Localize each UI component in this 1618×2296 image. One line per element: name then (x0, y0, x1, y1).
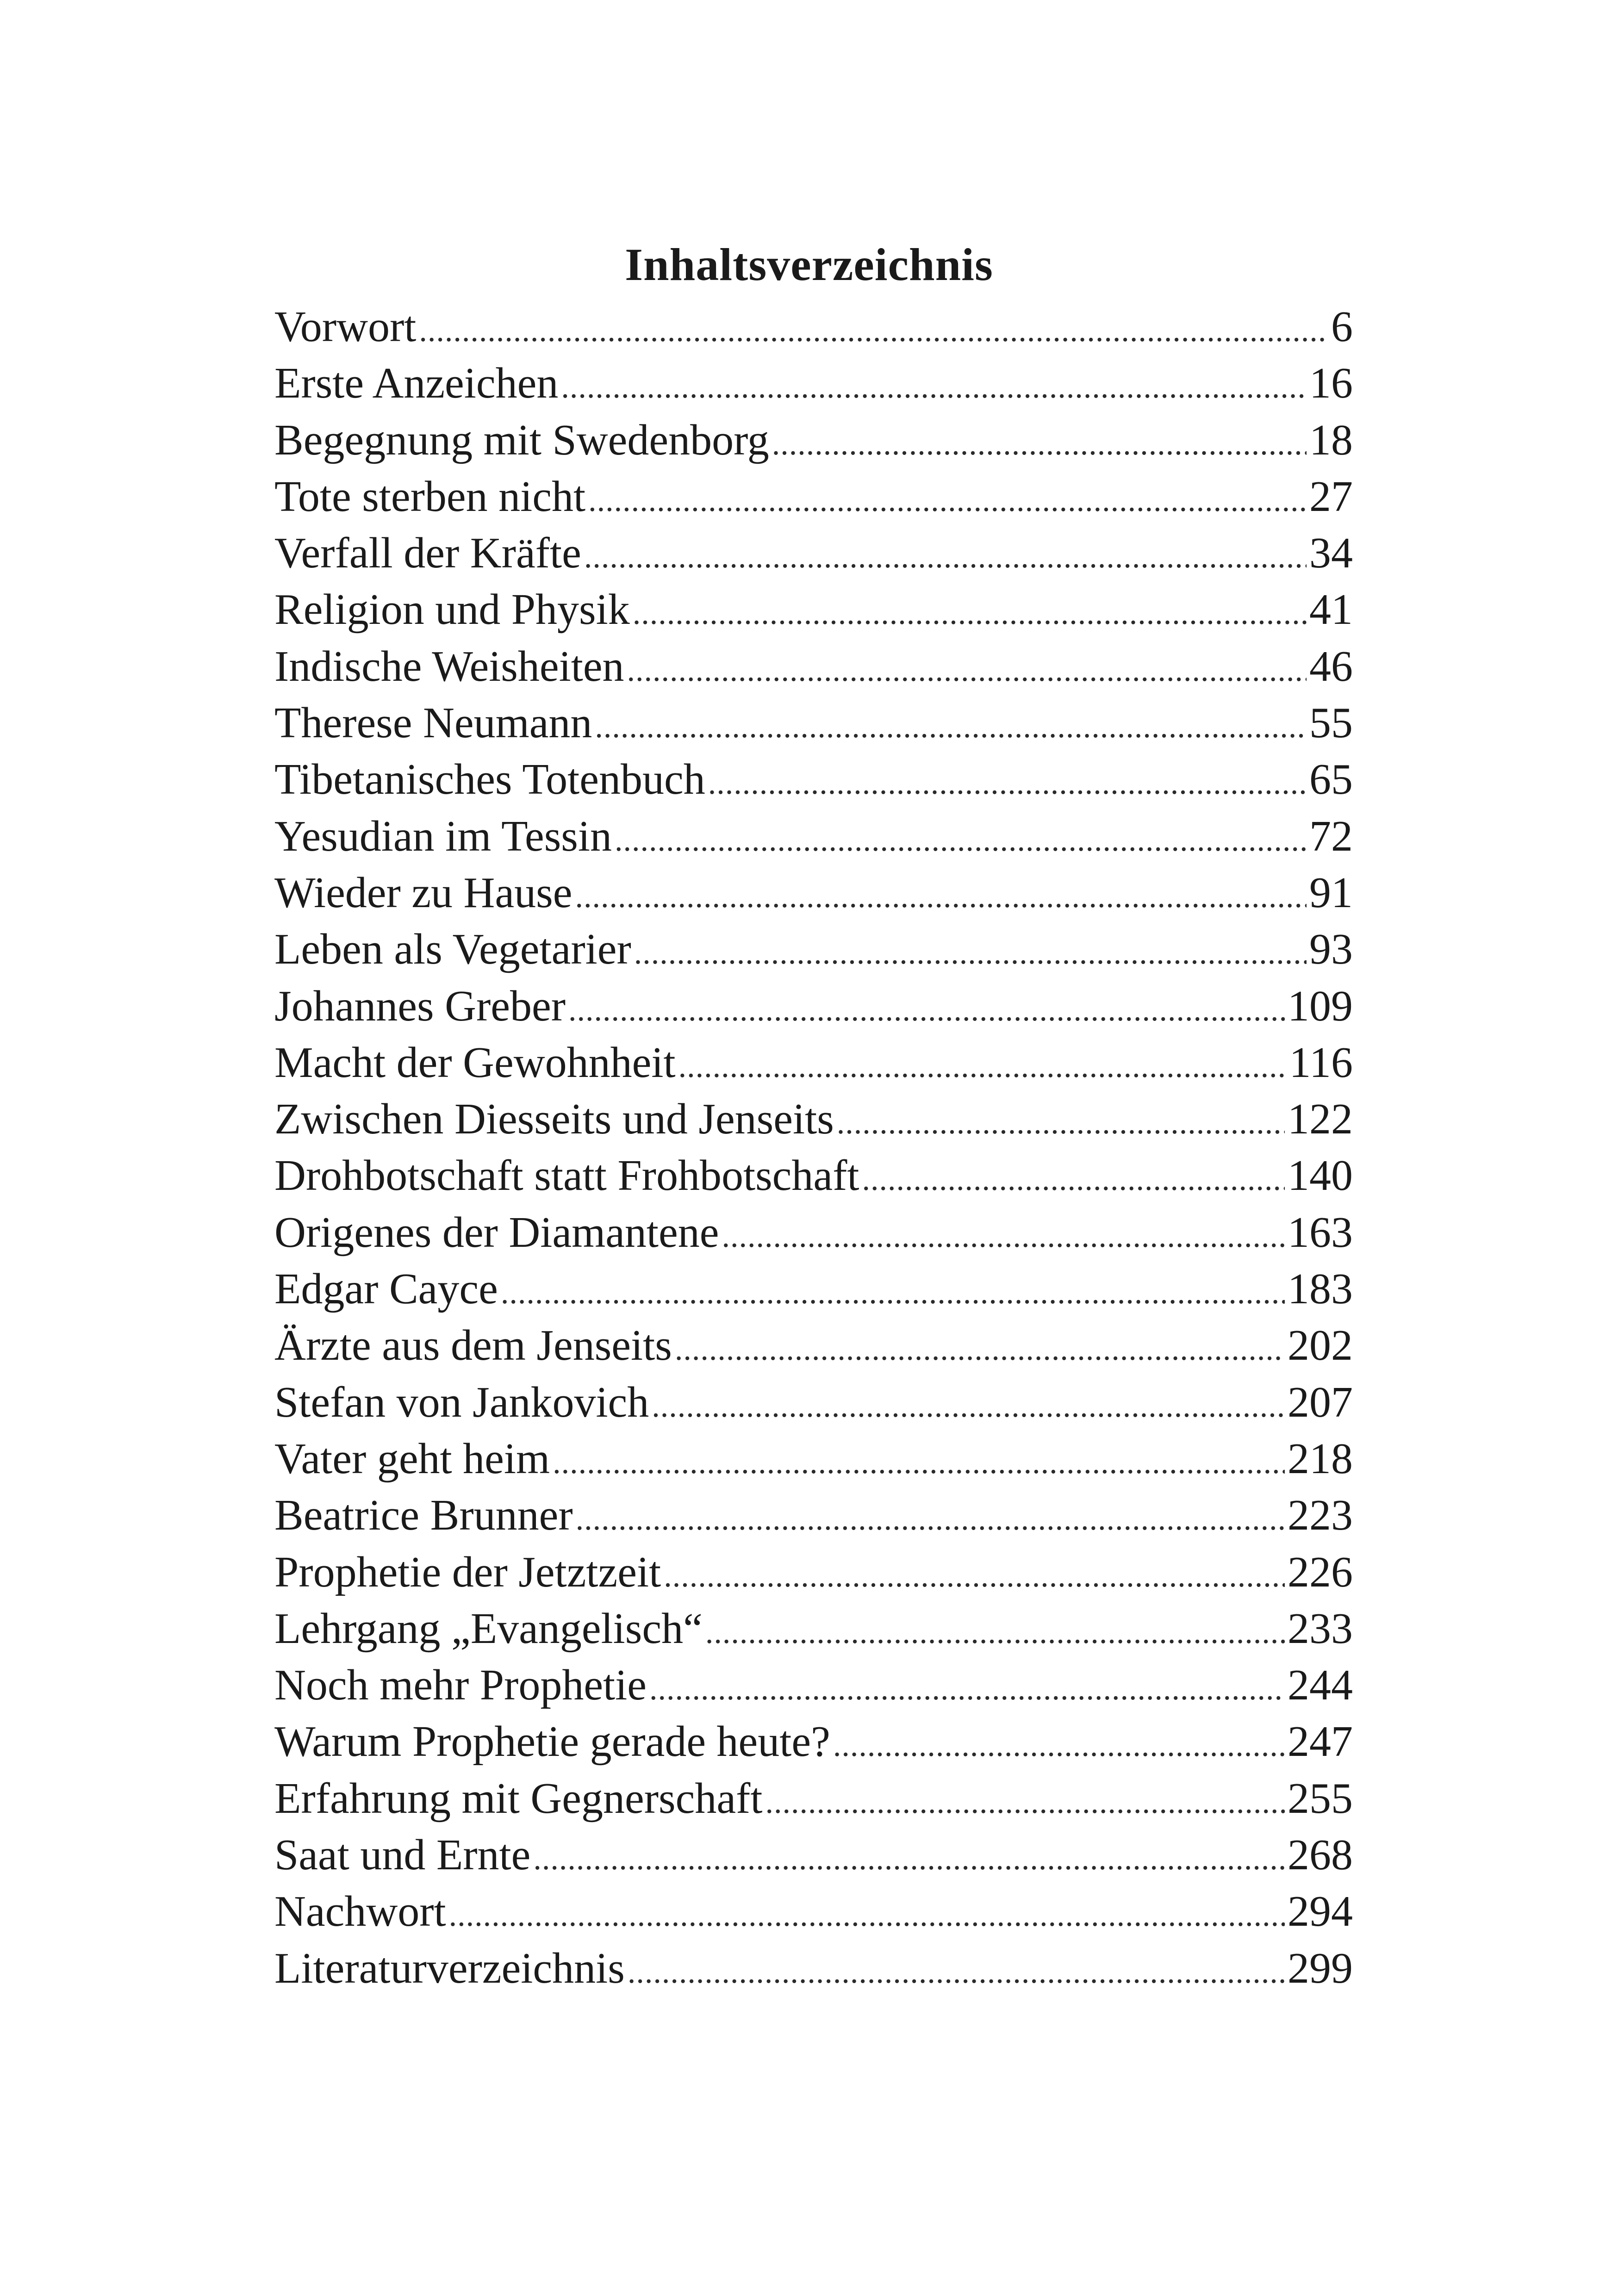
toc-entry-page-number: 140 (1288, 1151, 1353, 1200)
toc-entry-page-number: 233 (1288, 1604, 1353, 1653)
toc-entry-page-number: 46 (1309, 642, 1353, 691)
toc-entry-page-number: 226 (1288, 1548, 1353, 1596)
toc-entry-title: Lehrgang „Evangelisch“ (274, 1604, 703, 1653)
toc-entry-page-number: 93 (1309, 925, 1353, 974)
toc-entry (274, 1487, 1353, 1543)
toc-dot-leader (568, 982, 1285, 1039)
page-title: Inhaltsverzeichnis (625, 239, 993, 290)
toc-entry-page-number: 116 (1289, 1038, 1353, 1087)
toc-entry-title: Drohbotschaft statt Frohbotschaft (274, 1151, 859, 1200)
toc-entry-title: Indische Weisheiten (274, 642, 624, 691)
toc-dot-leader (501, 1265, 1285, 1321)
toc-entry (274, 1147, 1353, 1204)
toc-entry-title: Vorwort (274, 303, 417, 351)
toc-dot-leader (588, 473, 1307, 529)
toc-entry-title: Edgar Cayce (274, 1265, 498, 1313)
toc-entry-title: Beatrice Brunner (274, 1491, 573, 1540)
toc-entry-page-number: 109 (1288, 982, 1353, 1030)
toc-entry (274, 1261, 1353, 1317)
toc-entry-title: Ärzte aus dem Jenseits (274, 1321, 672, 1370)
toc-dot-leader (553, 1435, 1285, 1491)
toc-entry-title: Noch mehr Prophetie (274, 1661, 647, 1710)
toc-entry-title: Vater geht heim (274, 1434, 550, 1483)
toc-entry (274, 1374, 1353, 1431)
toc-dot-leader (675, 1321, 1285, 1378)
toc-entry-title: Leben als Vegetarier (274, 925, 631, 974)
toc-dot-leader (649, 1661, 1285, 1717)
toc-entry-page-number: 255 (1288, 1774, 1353, 1823)
toc-dot-leader (765, 1774, 1285, 1831)
toc-entry (274, 355, 1353, 411)
toc-entry-page-number: 55 (1309, 699, 1353, 747)
toc-entry (274, 412, 1353, 468)
toc-entry (274, 1940, 1353, 1997)
toc-entry-title: Warum Prophetie gerade heute? (274, 1717, 830, 1766)
toc-entry (274, 1770, 1353, 1827)
toc-dot-leader (627, 642, 1307, 699)
toc-entry-title: Johannes Greber (274, 982, 566, 1030)
toc-entry (274, 1600, 1353, 1657)
toc-entry (274, 468, 1353, 525)
toc-entry-page-number: 268 (1288, 1831, 1353, 1879)
toc-entry (274, 638, 1353, 695)
toc-dot-leader (584, 529, 1307, 585)
toc-entry-page-number: 183 (1288, 1265, 1353, 1313)
toc-entry-title: Wieder zu Hause (274, 868, 573, 917)
toc-entry-title: Tibetanisches Totenbuch (274, 755, 705, 804)
toc-entry-title: Saat und Ernte (274, 1831, 531, 1879)
toc-entry-title: Erfahrung mit Gegnerschaft (274, 1774, 763, 1823)
toc-entry (274, 808, 1353, 865)
toc-entry-title: Begegnung mit Swedenborg (274, 416, 769, 464)
toc-entry (274, 1713, 1353, 1770)
toc-dot-leader (678, 1039, 1287, 1095)
toc-dot-leader (419, 303, 1328, 359)
toc-entry-title: Literaturverzeichnis (274, 1944, 625, 1992)
toc-entry (274, 581, 1353, 638)
toc-entry (274, 1657, 1353, 1713)
toc-entry-title: Yesudian im Tessin (274, 812, 612, 860)
toc-entry (274, 525, 1353, 581)
toc-dot-leader (561, 359, 1307, 416)
toc-dot-leader (664, 1548, 1285, 1605)
toc-dot-leader (628, 1944, 1285, 2001)
toc-entry-title: Stefan von Jankovich (274, 1378, 649, 1426)
toc-dot-leader (772, 416, 1307, 473)
toc-entry-title: Origenes der Diamantene (274, 1208, 719, 1257)
toc-entry-page-number: 247 (1288, 1717, 1353, 1766)
toc-entry-title: Therese Neumann (274, 699, 592, 747)
toc-entry (274, 1091, 1353, 1147)
toc-dot-leader (833, 1717, 1285, 1774)
toc-dot-leader (576, 1491, 1285, 1548)
toc-entry-title: Verfall der Kräfte (274, 529, 581, 578)
toc-entry (274, 1204, 1353, 1261)
toc-dot-leader (449, 1887, 1285, 1944)
toc-dot-leader (862, 1151, 1285, 1208)
toc-entry-page-number: 41 (1309, 585, 1353, 634)
toc-entry-title: Prophetie der Jetztzeit (274, 1548, 661, 1596)
toc-entry-page-number: 6 (1331, 303, 1353, 351)
toc-entry-title: Tote sterben nicht (274, 472, 586, 521)
toc-dot-leader (575, 869, 1307, 925)
toc-entry-page-number: 223 (1288, 1491, 1353, 1540)
toc-entry-page-number: 91 (1309, 868, 1353, 917)
toc-dot-leader (634, 925, 1307, 982)
toc-entry-page-number: 72 (1309, 812, 1353, 860)
toc-entry-title: Macht der Gewohnheit (274, 1038, 676, 1087)
toc-entry-page-number: 34 (1309, 529, 1353, 578)
toc-entry-title: Religion und Physik (274, 585, 630, 634)
toc-entry-title: Nachwort (274, 1887, 446, 1936)
toc-dot-leader (615, 812, 1307, 869)
toc-dot-leader (633, 585, 1307, 642)
toc-dot-leader (708, 755, 1307, 812)
toc-entry-page-number: 294 (1288, 1887, 1353, 1936)
toc-entry-page-number: 299 (1288, 1944, 1353, 1992)
toc-entry-page-number: 202 (1288, 1321, 1353, 1370)
toc-dot-leader (595, 699, 1307, 755)
toc-entry (274, 751, 1353, 808)
toc-entry-title: Zwischen Diesseits und Jenseits (274, 1095, 834, 1144)
toc-dot-leader (722, 1208, 1285, 1265)
toc-entry (274, 1827, 1353, 1883)
toc-entry-page-number: 122 (1288, 1095, 1353, 1144)
toc-entry (274, 1431, 1353, 1487)
toc-entry (274, 299, 1353, 355)
toc-entry-page-number: 27 (1309, 472, 1353, 521)
toc-entry-title: Erste Anzeichen (274, 359, 559, 408)
toc-dot-leader (837, 1095, 1285, 1151)
toc-entry (274, 865, 1353, 921)
toc-entry-page-number: 65 (1309, 755, 1353, 804)
toc-entry-page-number: 207 (1288, 1378, 1353, 1426)
toc-entry (274, 978, 1353, 1034)
toc-entry (274, 1317, 1353, 1374)
toc-entry (274, 1883, 1353, 1940)
toc-entry-page-number: 18 (1309, 416, 1353, 464)
toc-entry-page-number: 163 (1288, 1208, 1353, 1257)
toc-entry (274, 921, 1353, 977)
toc-dot-leader (533, 1831, 1285, 1887)
table-of-contents (274, 299, 1353, 1997)
toc-entry-page-number: 16 (1309, 359, 1353, 408)
toc-dot-leader (705, 1605, 1285, 1661)
toc-entry-page-number: 244 (1288, 1661, 1353, 1710)
toc-dot-leader (652, 1378, 1285, 1435)
toc-entry (274, 1034, 1353, 1091)
toc-entry (274, 695, 1353, 751)
toc-entry-page-number: 218 (1288, 1434, 1353, 1483)
toc-entry (274, 1544, 1353, 1600)
